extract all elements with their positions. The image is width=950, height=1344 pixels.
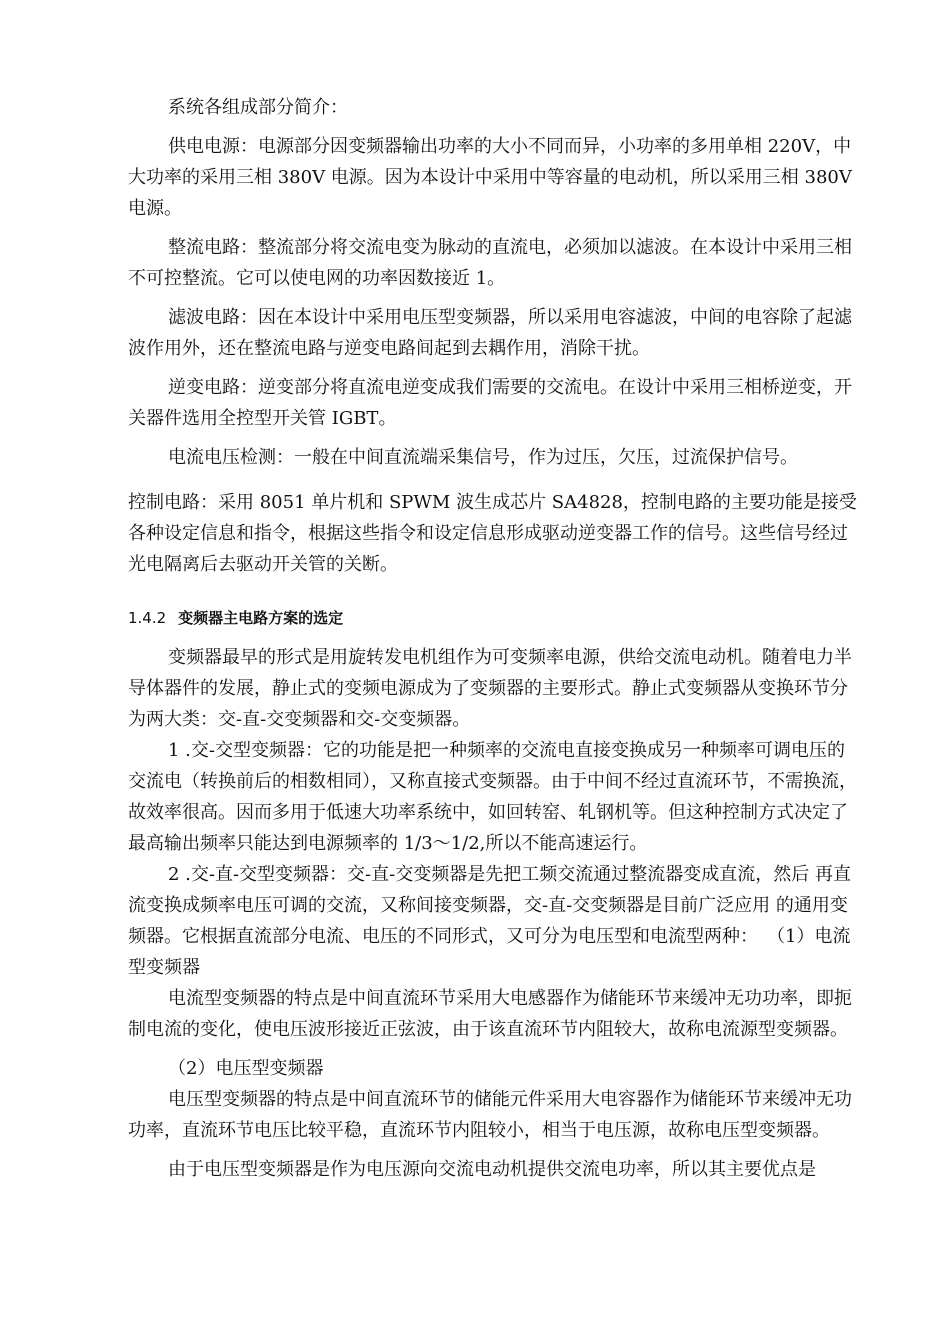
section-number: 1.4.2 xyxy=(128,609,167,627)
body-paragraph-3-text: 2 .交-直-交型变频器：交-直-交变频器是先把工频交流通过整流器变成直流，然后 再直流变换成频率电压可调的交流，又称间接变频器，交-直-交变频器是目前广泛应用 的通用变频器。它根据直流部分电流、电压的不同形式，又可分为电压型和电流型两种： xyxy=(128,864,851,947)
component-detection: 电流电压检测：一般在中间直流端采集信号，作为过压，欠压，过流保护信号。 xyxy=(168,447,798,468)
section-heading xyxy=(128,604,858,632)
component-rectifier: 整流电路：整流部分将交流电变为脉动的直流电，必须加以滤波。在本设计中采用三相不可控整流。它可以使电网的功率因数接近 1。 xyxy=(128,237,852,289)
section-title: 变频器主电路方案的选定 xyxy=(178,609,344,627)
subsection-current-type: （1）电流型变频器 xyxy=(128,926,851,978)
intro-title: 系统各组成部分简介： xyxy=(168,97,348,118)
body-paragraph-1: 变频器最早的形式是用旋转发电机组作为可变频率电源，供给交流电动机。随着电力半导体器件的发展，静止式的变频电源成为了变频器的主要形式。静止式变频器从变换环节分为两大类：交-直-交变频器和交-交变频器。 xyxy=(128,647,852,730)
component-control: 控制电路：采用 8051 单片机和 SPWM 波生成芯片 SA4828，控制电路的主要功能是接受各种设定信息和指令，根据这些指令和设定信息形成驱动逆变器工作的信号。这些信号经过光电隔离后去驱动开关管的关断。 xyxy=(128,492,857,575)
body-paragraph-4: 电流型变频器的特点是中间直流环节采用大电感器作为储能环节来缓冲无功功率，即扼制电流的变化，使电压波形接近正弦波，由于该直流环节内阻较大，故称电流源型变频器。 xyxy=(128,988,852,1040)
component-power: 供电电源：电源部分因变频器输出功率的大小不同而异，小功率的多用单相 220V，中大功率的采用三相 380V 电源。因为本设计中采用中等容量的电动机，所以采用三相 380V 电源。 xyxy=(128,136,852,219)
body-paragraph-2: 1 .交-交型变频器：它的功能是把一种频率的交流电直接变换成另一种频率可调电压的交流电（转换前后的相数相同），又称直接式变频器。由于中间不经过直流环节，不需换流，故效率很高。因而多用于低速大功率系统中，如回转窑、轧钢机等。但这种控制方式决定了最高输出频率只能达到电源频率的 1/3～1/2,所以不能高速运行。 xyxy=(128,740,857,854)
component-inverter: 逆变电路：逆变部分将直流电逆变成我们需要的交流电。在设计中采用三相桥逆变，开关器件选用全控型开关管 IGBT。 xyxy=(128,377,852,429)
subsection-voltage-type: （2）电压型变频器 xyxy=(168,1058,324,1079)
body-paragraph-5: 电压型变频器的特点是中间直流环节的储能元件采用大电容器作为储能环节来缓冲无功功率，直流环节电压比较平稳，直流环节内阻较小，相当于电压源，故称电压型变频器。 xyxy=(128,1089,852,1141)
component-filter: 滤波电路：因在本设计中采用电压型变频器，所以采用电容滤波，中间的电容除了起滤波作用外，还在整流电路与逆变电路间起到去耦作用，消除干扰。 xyxy=(128,307,852,359)
body-paragraph-3 xyxy=(128,859,858,983)
body-paragraph-6: 由于电压型变频器是作为电压源向交流电动机提供交流电功率，所以其主要优点是 xyxy=(168,1159,816,1180)
